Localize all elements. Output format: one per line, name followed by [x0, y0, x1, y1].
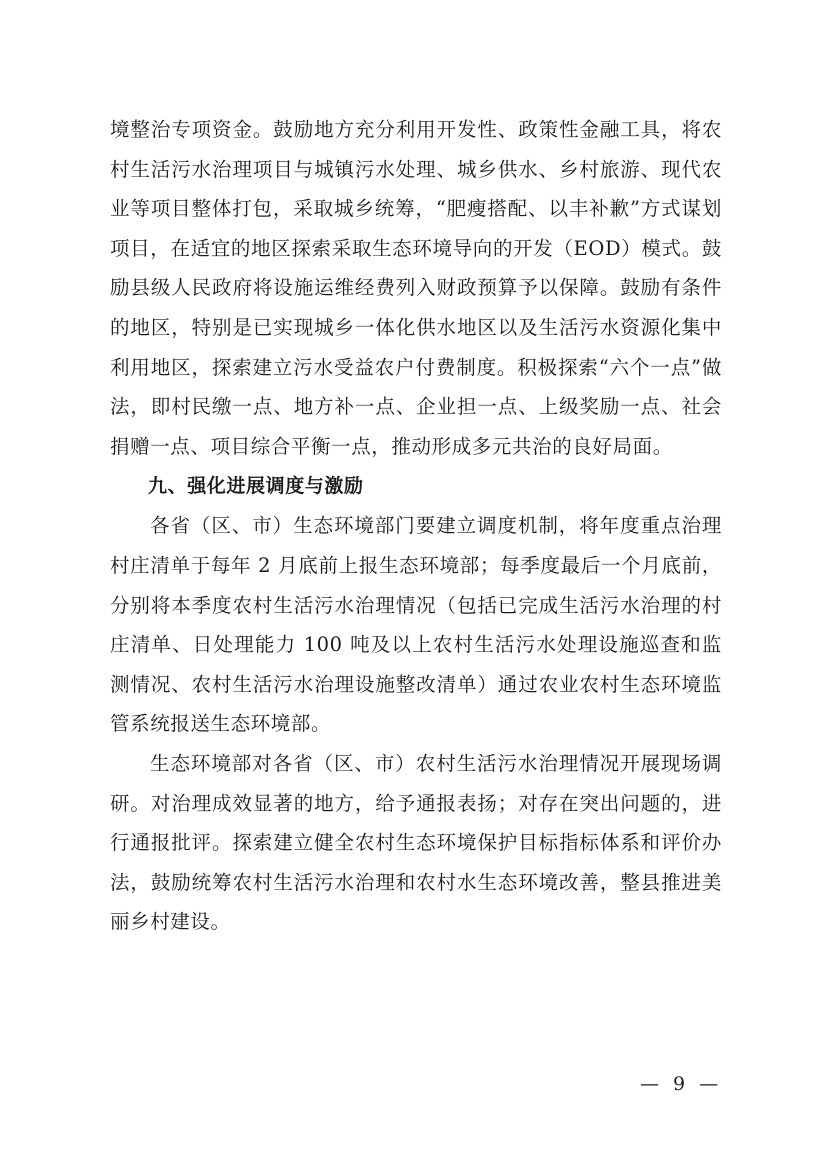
- paragraph-field-research: 生态环境部对各省（区、市）农村生活污水治理情况开展现场调研。对治理成效显著的地方，给予通报表扬；对存在突出问题的，进行通报批评。探索建立健全农村生态环境保护目标指标体系和评价办法，鼓励统筹农村生活污水治理和农村水生态环境改善，整县推进美丽乡村建设。: [110, 751, 722, 934]
- document-body: [110, 110, 722, 942]
- paragraph-dispatch-mechanism: 各省（区、市）生态环境部门要建立调度机制，将年度重点治理村庄清单于每年 2 月底前上报生态环境部；每季度最后一个月底前，分别将本季度农村生活污水治理情况（包括已完成生活污水治理的村庄清单、日处理能力 100 吨及以上农村生活污水处理设施巡查和监测情况、农村生活污水治理设施整改清单）通过农业农村生态环境监管系统报送生态环境部。: [110, 514, 722, 736]
- paragraph-funding-continued: 境整治专项资金。鼓励地方充分利用开发性、政策性金融工具，将农村生活污水治理项目与城镇污水处理、城乡供水、乡村旅游、现代农业等项目整体打包，采取城乡统筹，“肥瘦搭配、以丰补歉”方式谋划项目，在适宜的地区探索采取生态环境导向的开发（EOD）模式。鼓励县级人民政府将设施运维经费列入财政预算予以保障。鼓励有条件的地区，特别是已实现城乡一体化供水地区以及生活污水资源化集中利用地区，探索建立污水受益农户付费制度。积极探索“六个一点”做法，即村民缴一点、地方补一点、企业担一点、上级奖励一点、社会捐赠一点、项目综合平衡一点，推动形成多元共治的良好局面。: [110, 118, 722, 458]
- page-number: — 9 —: [640, 1073, 723, 1095]
- section-heading-progress-dispatch: 九、强化进展调度与激励: [148, 475, 364, 498]
